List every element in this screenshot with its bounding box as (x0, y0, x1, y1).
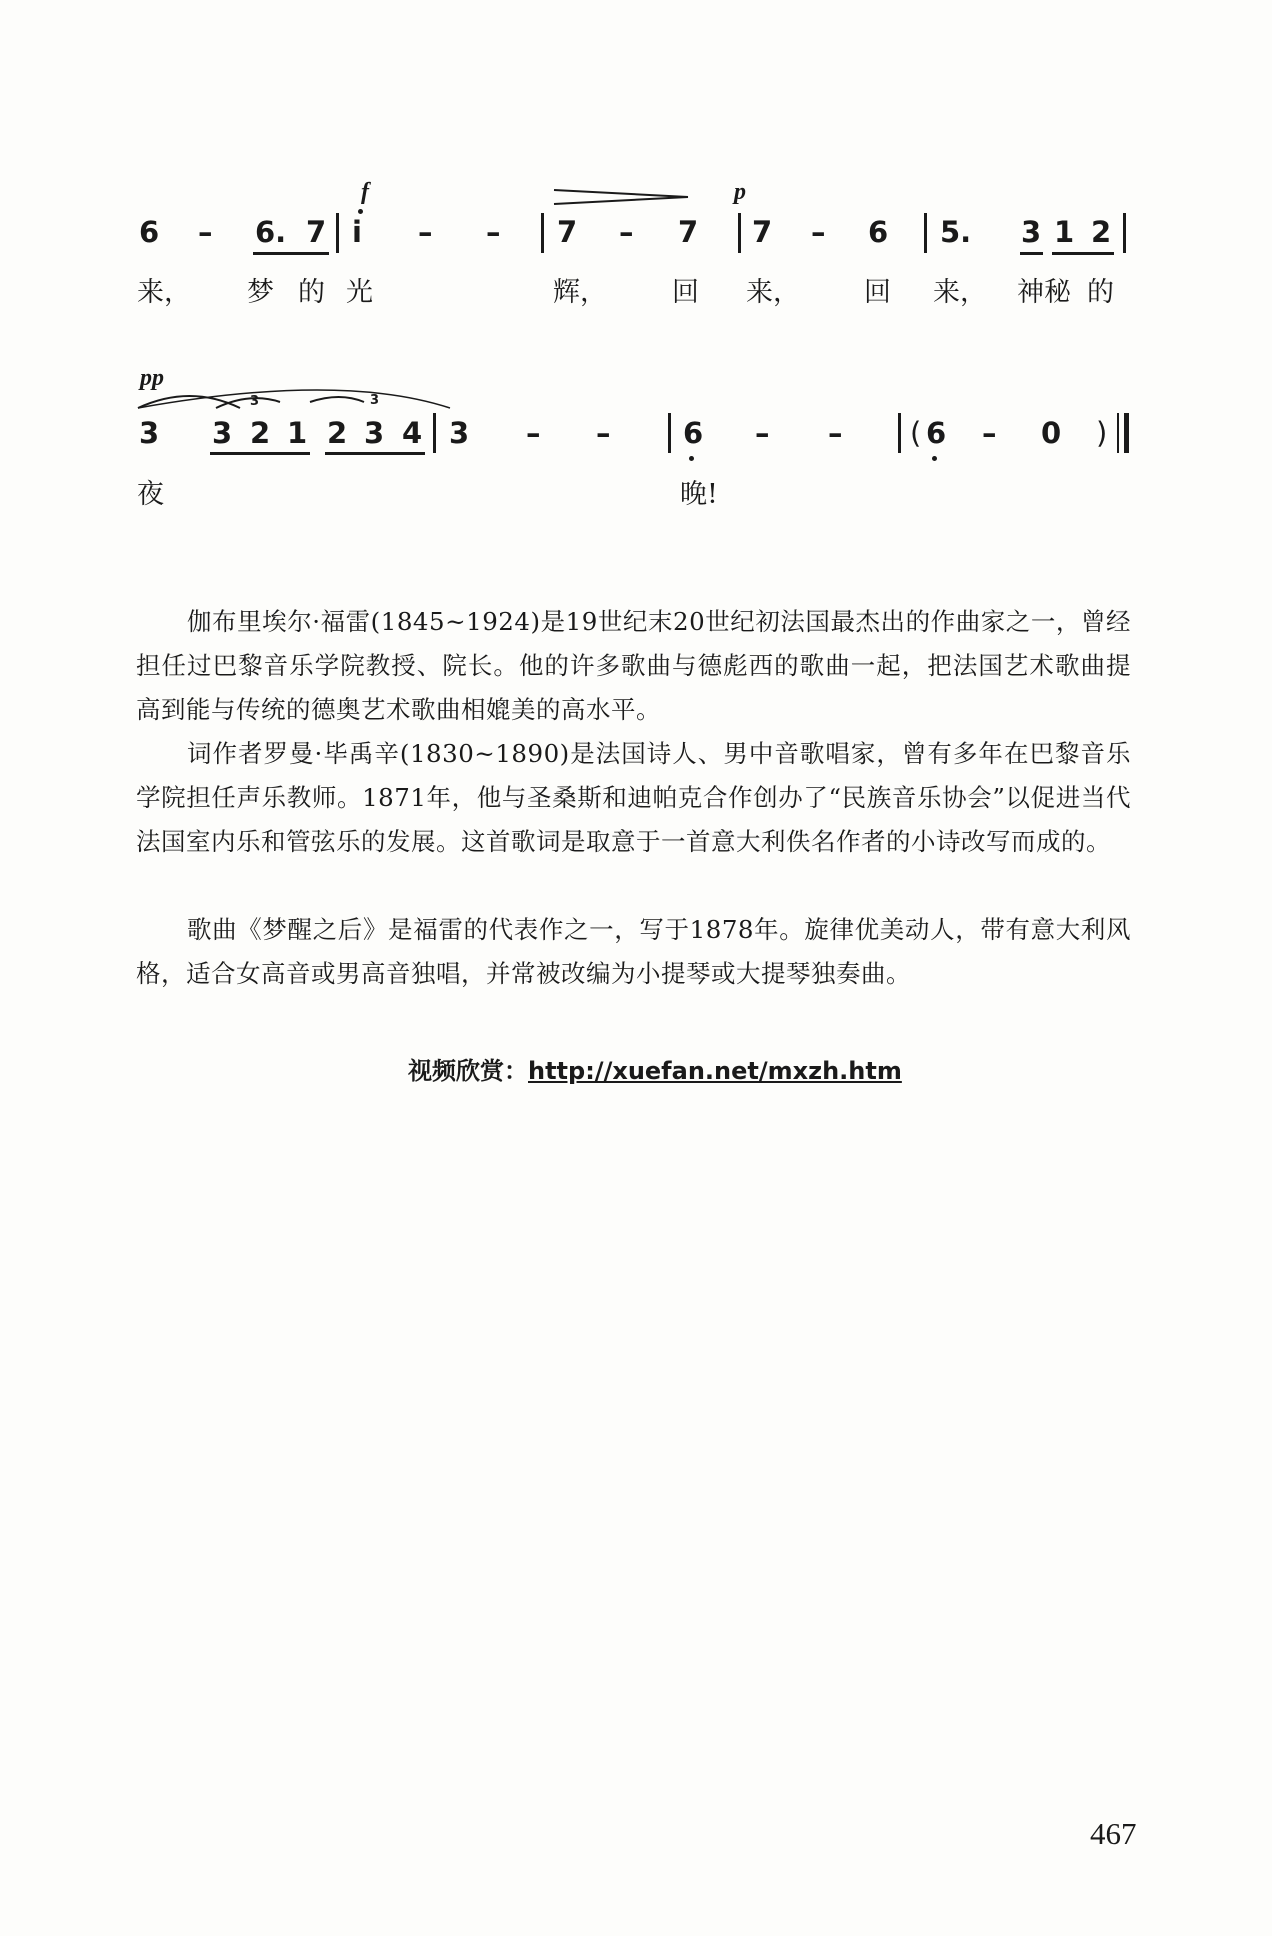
final-barline-thick (1124, 413, 1129, 453)
triplet-mark: 3 (250, 394, 260, 409)
barline (924, 213, 927, 253)
note: 2 (327, 416, 348, 450)
note: 1 (287, 416, 308, 450)
eighth-underline (1020, 252, 1043, 255)
dynamic-pianissimo: pp (140, 365, 164, 391)
octave-dot (358, 209, 363, 214)
octave-dot (689, 456, 694, 461)
lyric: 夜 (137, 479, 164, 510)
dash: – (526, 416, 541, 450)
dash: – (828, 416, 843, 450)
slur-arcs (130, 382, 460, 414)
note: 7 (557, 215, 578, 249)
barline (898, 413, 901, 453)
note: 3 (212, 416, 233, 450)
dash: – (198, 215, 213, 249)
dash: – (619, 215, 634, 249)
octave-dot (932, 456, 937, 461)
dash: – (982, 416, 997, 450)
dash: – (811, 215, 826, 249)
video-label: 视频欣赏： (408, 1057, 528, 1085)
barline (336, 213, 339, 253)
paragraph-lyricist: 词作者罗曼·毕禹辛(1830~1890)是法国诗人、男中音歌唱家，曾有多年在巴黎音乐学院担任声乐教师。1871年，他与圣桑斯和迪帕克合作创办了“民族音乐协会”以促进当代法国室内乐和管弦乐的发展。这首歌词是取意于一首意大利佚名作者的小诗改写而成的。 (136, 739, 1131, 856)
barline (433, 413, 436, 453)
note: 5. (940, 215, 972, 249)
note: 2 (250, 416, 271, 450)
note: 3 (139, 416, 160, 450)
paragraph-composer: 伽布里埃尔·福雷(1845~1924)是19世纪末20世纪初法国最杰出的作曲家之一，曾经担任过巴黎音乐学院教授、院长。他的许多歌曲与德彪西的歌曲一起，把法国艺术歌曲提高到能与传统的德奥艺术歌曲相媲美的高水平。 (136, 607, 1131, 724)
lyric: 的 (1087, 277, 1114, 308)
dynamic-forte: f (361, 179, 369, 205)
paren-open: ( (910, 416, 922, 450)
note: 7 (306, 215, 327, 249)
lyric: 晚! (680, 479, 718, 510)
note-high-i: i (352, 215, 362, 249)
dash: – (755, 416, 770, 450)
note: 6. (255, 215, 287, 249)
barline (541, 213, 544, 253)
lyric: 神秘 (1017, 277, 1071, 308)
lyric: 回 (864, 277, 891, 308)
final-barline-thin (1117, 413, 1119, 453)
lyric: 光 (346, 277, 373, 308)
page-number: 467 (1090, 1816, 1137, 1851)
note: 2 (1091, 215, 1112, 249)
note: 3 (364, 416, 385, 450)
video-link-line (408, 1051, 902, 1086)
lyric: 来， (746, 277, 800, 308)
note: 4 (402, 416, 423, 450)
note: 3 (1021, 215, 1042, 249)
paragraph-song: 歌曲《梦醒之后》是福雷的代表作之一，写于1878年。旋律优美动人，带有意大利风格，适合女高音或男高音独唱，并常被改编为小提琴或大提琴独奏曲。 (136, 915, 1131, 988)
dash: – (596, 416, 611, 450)
eighth-underline (253, 252, 329, 255)
barline (1123, 213, 1126, 253)
dynamic-piano: p (734, 179, 746, 205)
note: 1 (1054, 215, 1075, 249)
barline (668, 413, 671, 453)
lyric: 来， (137, 277, 191, 308)
decrescendo-hairpin (552, 186, 692, 208)
eighth-underline (325, 452, 425, 455)
lyric: 回 (672, 277, 699, 308)
lyric: 的 (298, 277, 325, 308)
video-url-link[interactable]: http://xuefan.net/mxzh.htm (528, 1057, 902, 1085)
note: 7 (678, 215, 699, 249)
note: 3 (449, 416, 470, 450)
lyric: 来， (933, 277, 987, 308)
triplet-mark: 3 (370, 393, 380, 408)
lyric: 辉， (553, 277, 607, 308)
paren-close: ) (1096, 416, 1108, 450)
note: 7 (752, 215, 773, 249)
note: 6 (868, 215, 889, 249)
note-low-6: 6 (683, 416, 704, 450)
lyric: 梦 (247, 277, 274, 308)
eighth-underline (1052, 252, 1114, 255)
note-low-6: 6 (926, 416, 947, 450)
note: 6 (139, 215, 160, 249)
note-rest: 0 (1041, 416, 1062, 450)
eighth-underline (210, 452, 310, 455)
dash: – (418, 215, 433, 249)
barline (738, 213, 741, 253)
dash: – (486, 215, 501, 249)
